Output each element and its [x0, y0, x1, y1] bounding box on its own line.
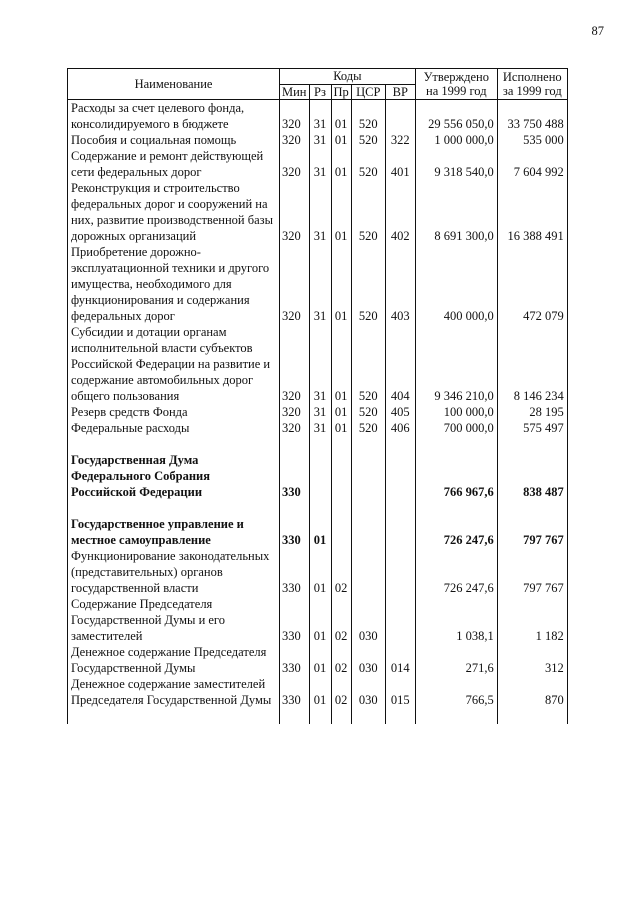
- row-min: 330: [280, 676, 310, 708]
- table-row: [68, 404, 568, 420]
- row-vr: 403: [385, 244, 415, 324]
- table-row: [68, 548, 568, 596]
- row-rz: 31: [309, 420, 331, 436]
- row-min: 330: [280, 596, 310, 644]
- row-vr: 322: [385, 132, 415, 148]
- table-row: [68, 100, 568, 133]
- row-name: Реконструкция и строительство федеральных дорог и сооружений на них, развитие производственной базы дорожных организаций: [68, 180, 280, 244]
- header-approved: Утверждено на 1999 год: [415, 69, 497, 100]
- row-approved: 700 000,0: [415, 420, 497, 436]
- row-pr: 02: [331, 676, 351, 708]
- row-min: 320: [280, 148, 310, 180]
- row-name: Денежное содержание Председателя Государственной Думы: [68, 644, 280, 676]
- header-executed: Исполнено за 1999 год: [497, 69, 567, 100]
- row-csr: 030: [351, 596, 385, 644]
- row-executed: 797 767: [497, 516, 567, 548]
- header-pr: Пр: [331, 84, 351, 100]
- header-min: Мин: [280, 84, 310, 100]
- row-vr: 014: [385, 644, 415, 676]
- table-row: [68, 420, 568, 436]
- row-min: 330: [280, 548, 310, 596]
- row-pr: 01: [331, 420, 351, 436]
- table-row: [68, 644, 568, 676]
- row-vr: 402: [385, 180, 415, 244]
- page-number: 87: [591, 24, 604, 38]
- row-approved: 1 038,1: [415, 596, 497, 644]
- row-csr: 520: [351, 244, 385, 324]
- row-vr: [385, 516, 415, 548]
- header-csr: ЦСР: [351, 84, 385, 100]
- row-executed: 575 497: [497, 420, 567, 436]
- row-rz: [309, 452, 331, 500]
- row-approved: 766 967,6: [415, 452, 497, 500]
- row-pr: 02: [331, 644, 351, 676]
- row-name: Государственное управление и местное самоуправление: [68, 516, 280, 548]
- row-rz: 31: [309, 324, 331, 404]
- header-vr: ВР: [385, 84, 415, 100]
- header-name: Наименование: [68, 69, 280, 100]
- row-vr: [385, 452, 415, 500]
- row-pr: 02: [331, 548, 351, 596]
- row-rz: 01: [309, 644, 331, 676]
- row-name: Содержание Председателя Государственной Думы и его заместителей: [68, 596, 280, 644]
- row-pr: 01: [331, 148, 351, 180]
- row-executed: 472 079: [497, 244, 567, 324]
- row-approved: 1 000 000,0: [415, 132, 497, 148]
- table-row: [68, 132, 568, 148]
- table-row: [68, 180, 568, 244]
- row-executed: 8 146 234: [497, 324, 567, 404]
- row-approved: 29 556 050,0: [415, 100, 497, 133]
- row-name: Субсидии и дотации органам исполнительной власти субъектов Российской Федерации на развитие и содержание автомобильных дорог общего пользования: [68, 324, 280, 404]
- row-executed: 7 604 992: [497, 148, 567, 180]
- row-approved: 400 000,0: [415, 244, 497, 324]
- row-min: 320: [280, 324, 310, 404]
- table-row: [68, 244, 568, 324]
- row-executed: 33 750 488: [497, 100, 567, 133]
- row-pr: 01: [331, 244, 351, 324]
- row-rz: 31: [309, 100, 331, 133]
- row-pr: 01: [331, 180, 351, 244]
- row-pr: 01: [331, 324, 351, 404]
- row-min: 320: [280, 180, 310, 244]
- table-body: [68, 100, 568, 725]
- row-approved: 8 691 300,0: [415, 180, 497, 244]
- row-rz: 01: [309, 676, 331, 708]
- row-min: 330: [280, 516, 310, 548]
- row-csr: 520: [351, 180, 385, 244]
- spacer-row: [68, 436, 568, 452]
- row-approved: 271,6: [415, 644, 497, 676]
- budget-table: [67, 68, 568, 724]
- row-approved: 100 000,0: [415, 404, 497, 420]
- row-approved: 9 346 210,0: [415, 324, 497, 404]
- table-row: [68, 148, 568, 180]
- row-name: Федеральные расходы: [68, 420, 280, 436]
- row-executed: 312: [497, 644, 567, 676]
- row-pr: 01: [331, 100, 351, 133]
- row-csr: 030: [351, 644, 385, 676]
- row-min: 320: [280, 404, 310, 420]
- row-name: Резерв средств Фонда: [68, 404, 280, 420]
- row-rz: 01: [309, 596, 331, 644]
- row-csr: [351, 548, 385, 596]
- row-pr: 01: [331, 404, 351, 420]
- row-approved: 9 318 540,0: [415, 148, 497, 180]
- row-rz: 01: [309, 516, 331, 548]
- row-executed: 1 182: [497, 596, 567, 644]
- row-csr: [351, 516, 385, 548]
- row-vr: [385, 548, 415, 596]
- row-csr: 520: [351, 404, 385, 420]
- row-name: Пособия и социальная помощь: [68, 132, 280, 148]
- row-min: 320: [280, 420, 310, 436]
- row-min: 320: [280, 100, 310, 133]
- row-executed: 797 767: [497, 548, 567, 596]
- row-rz: 31: [309, 132, 331, 148]
- row-min: 320: [280, 244, 310, 324]
- row-name: Содержание и ремонт действующей сети федеральных дорог: [68, 148, 280, 180]
- row-rz: 31: [309, 404, 331, 420]
- row-vr: [385, 596, 415, 644]
- row-executed: 16 388 491: [497, 180, 567, 244]
- table-row: [68, 676, 568, 708]
- header-rz: Рз: [309, 84, 331, 100]
- row-min: 330: [280, 452, 310, 500]
- row-pr: [331, 452, 351, 500]
- row-executed: 838 487: [497, 452, 567, 500]
- row-csr: 030: [351, 676, 385, 708]
- row-csr: 520: [351, 324, 385, 404]
- row-csr: 520: [351, 132, 385, 148]
- row-executed: 870: [497, 676, 567, 708]
- row-pr: 01: [331, 132, 351, 148]
- row-vr: 406: [385, 420, 415, 436]
- row-name: Государственная Дума Федерального Собрания Российской Федерации: [68, 452, 280, 500]
- row-vr: [385, 100, 415, 133]
- row-name: Расходы за счет целевого фонда, консолидируемого в бюджете: [68, 100, 280, 133]
- row-rz: 31: [309, 148, 331, 180]
- row-vr: 015: [385, 676, 415, 708]
- tail-row: [68, 708, 568, 724]
- row-rz: 31: [309, 244, 331, 324]
- row-executed: 28 195: [497, 404, 567, 420]
- row-csr: 520: [351, 420, 385, 436]
- spacer-row: [68, 500, 568, 516]
- row-vr: 405: [385, 404, 415, 420]
- row-approved: 726 247,6: [415, 548, 497, 596]
- row-approved: 726 247,6: [415, 516, 497, 548]
- row-min: 320: [280, 132, 310, 148]
- row-min: 330: [280, 644, 310, 676]
- row-pr: [331, 516, 351, 548]
- row-pr: 02: [331, 596, 351, 644]
- row-csr: 520: [351, 100, 385, 133]
- table-row: [68, 516, 568, 548]
- table-row: [68, 452, 568, 500]
- row-name: Приобретение дорожно-эксплуатационной техники и другого имущества, необходимого для функционирования и содержания федеральных дорог: [68, 244, 280, 324]
- row-csr: [351, 452, 385, 500]
- row-rz: 01: [309, 548, 331, 596]
- row-name: Денежное содержание заместителей Председателя Государственной Думы: [68, 676, 280, 708]
- header-codes: Коды: [280, 69, 416, 85]
- row-name: Функционирование законодательных (представительных) органов государственной власти: [68, 548, 280, 596]
- row-executed: 535 000: [497, 132, 567, 148]
- row-approved: 766,5: [415, 676, 497, 708]
- table-row: [68, 324, 568, 404]
- row-vr: 401: [385, 148, 415, 180]
- row-vr: 404: [385, 324, 415, 404]
- row-rz: 31: [309, 180, 331, 244]
- table-row: [68, 596, 568, 644]
- row-csr: 520: [351, 148, 385, 180]
